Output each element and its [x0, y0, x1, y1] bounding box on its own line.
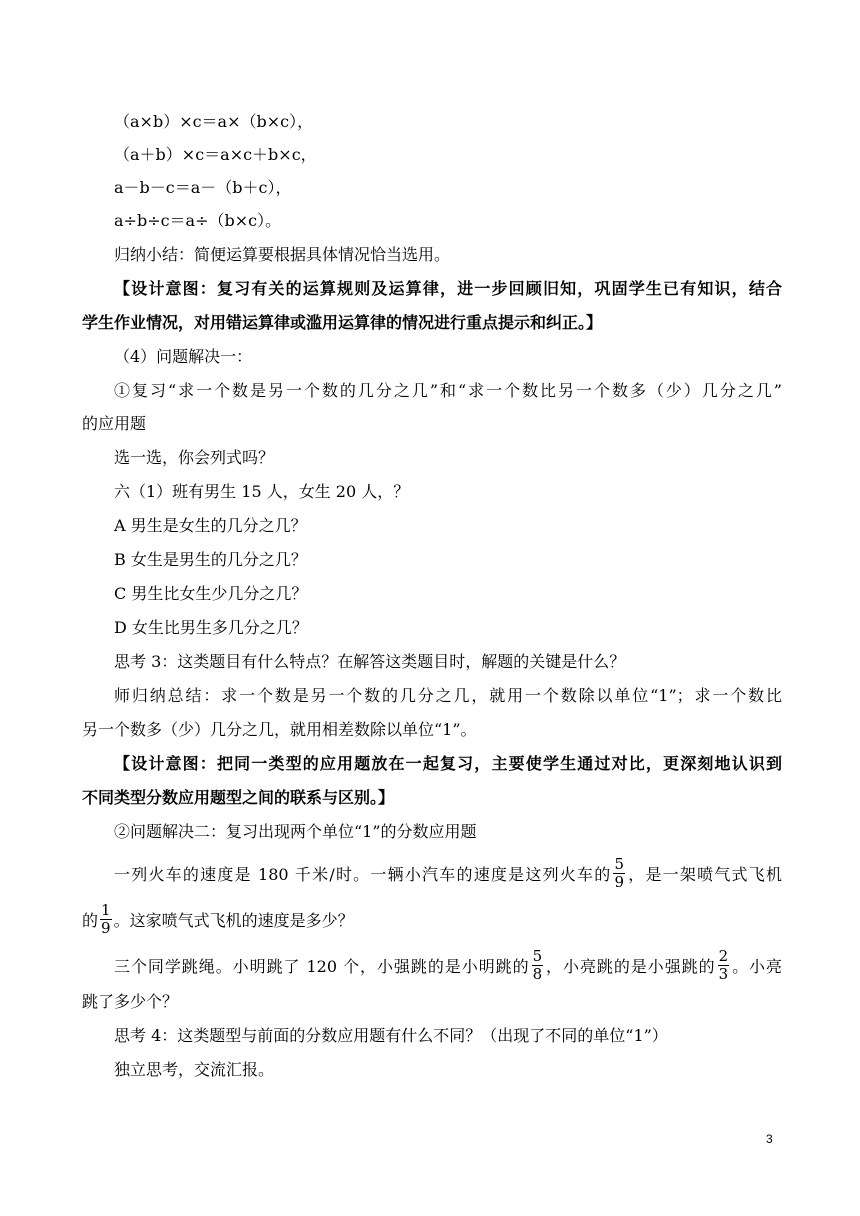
- fraction-denominator: 9: [614, 873, 625, 891]
- rope-problem-line1: [114, 947, 782, 985]
- fraction-one-ninth: [100, 902, 112, 937]
- train-problem-text-d: 。这家喷气式飞机的速度是多少？: [113, 911, 354, 930]
- train-problem-text-c: 的: [82, 911, 99, 930]
- section-heading-problem-2: ②问题解决二：复习出现两个单位“1”的分数应用题: [114, 822, 477, 841]
- formula-associative-multiplication: （a×b）×c＝a×（b×c），: [114, 112, 314, 131]
- fraction-denominator: 3: [718, 965, 729, 983]
- review-paragraph-line2: 的应用题: [82, 414, 147, 433]
- formula-distributive: （a＋b）×c＝a×c＋b×c，: [114, 145, 317, 164]
- formula-division: a÷b÷c＝a÷（b×c）。: [114, 211, 282, 230]
- design-intent-2-line1: 【设计意图：把同一类型的应用题放在一起复习，主要使学生通过对比，更深刻地认识到: [114, 754, 782, 773]
- formula-subtraction: a－b－c＝a－（b＋c），: [114, 178, 292, 197]
- page-number: 3: [766, 1132, 773, 1146]
- fraction-five-ninths: [613, 856, 625, 891]
- option-d: D 女生比男生多几分之几？: [114, 618, 308, 637]
- fraction-denominator: 8: [532, 965, 543, 983]
- teacher-summary-line2: 另一个数多（少）几分之几，就用相差数除以单位“1”。: [82, 720, 477, 739]
- rope-problem-text-c: 。小亮: [731, 957, 782, 976]
- train-problem-line2: [82, 901, 354, 939]
- fraction-numerator: 5: [532, 947, 543, 965]
- think-3: 思考 3：这类题目有什么特点？在解答这类题目时，解题的关键是什么？: [114, 652, 626, 671]
- design-intent-1-line2: 学生作业情况，对用错运算律或滥用运算律的情况进行重点提示和纠正。】: [82, 313, 603, 332]
- rope-problem-line2: 跳了多少个？: [82, 992, 179, 1011]
- design-intent-1-line1: 【设计意图：复习有关的运算规则及运算律，进一步回顾旧知，巩固学生已有知识，结合: [114, 279, 782, 298]
- summary-line: 归纳小结：简便运算要根据具体情况恰当选用。: [114, 245, 451, 264]
- rope-problem-text-b: ，小亮跳的是小强跳的: [545, 957, 716, 976]
- train-problem-line1: [114, 855, 782, 893]
- problem-statement: 六（1）班有男生 15 人，女生 20 人，？: [114, 482, 410, 501]
- section-heading-problem-1: （4）问题解决一：: [114, 347, 253, 366]
- teacher-summary-line1: 师归纳总结：求一个数是另一个数的几分之几，就用一个数除以单位“1”；求一个数比: [114, 686, 782, 705]
- independent-thinking: 独立思考，交流汇报。: [114, 1060, 275, 1079]
- train-problem-text-b: ，是一架喷气式飞机: [627, 865, 782, 884]
- fraction-numerator: 5: [614, 855, 625, 873]
- train-problem-text-a: 一列火车的速度是 180 千米/时。一辆小汽车的速度是这列火车的: [114, 865, 612, 884]
- review-paragraph-line1: ①复习“求一个数是另一个数的几分之几”和“求一个数比另一个数多（少）几分之几”: [114, 381, 782, 400]
- option-a: A 男生是女生的几分之几？: [114, 516, 307, 535]
- option-c: C 男生比女生少几分之几？: [114, 584, 308, 603]
- rope-problem-text-a: 三个同学跳绳。小明跳了 120 个，小强跳的是小明跳的: [114, 957, 530, 976]
- fraction-denominator: 9: [101, 919, 111, 937]
- design-intent-2-line2: 不同类型分数应用题型之间的联系与区别。】: [82, 788, 395, 807]
- choose-prompt: 选一选，你会列式吗？: [114, 448, 275, 467]
- fraction-five-eighths: [532, 948, 544, 983]
- fraction-numerator: 2: [718, 947, 729, 965]
- option-b: B 女生是男生的几分之几？: [114, 550, 307, 569]
- fraction-numerator: 1: [101, 901, 111, 919]
- think-4: 思考 4：这类题型与前面的分数应用题有什么不同？（出现了不同的单位“1”）: [114, 1026, 668, 1045]
- fraction-two-thirds: [718, 948, 730, 983]
